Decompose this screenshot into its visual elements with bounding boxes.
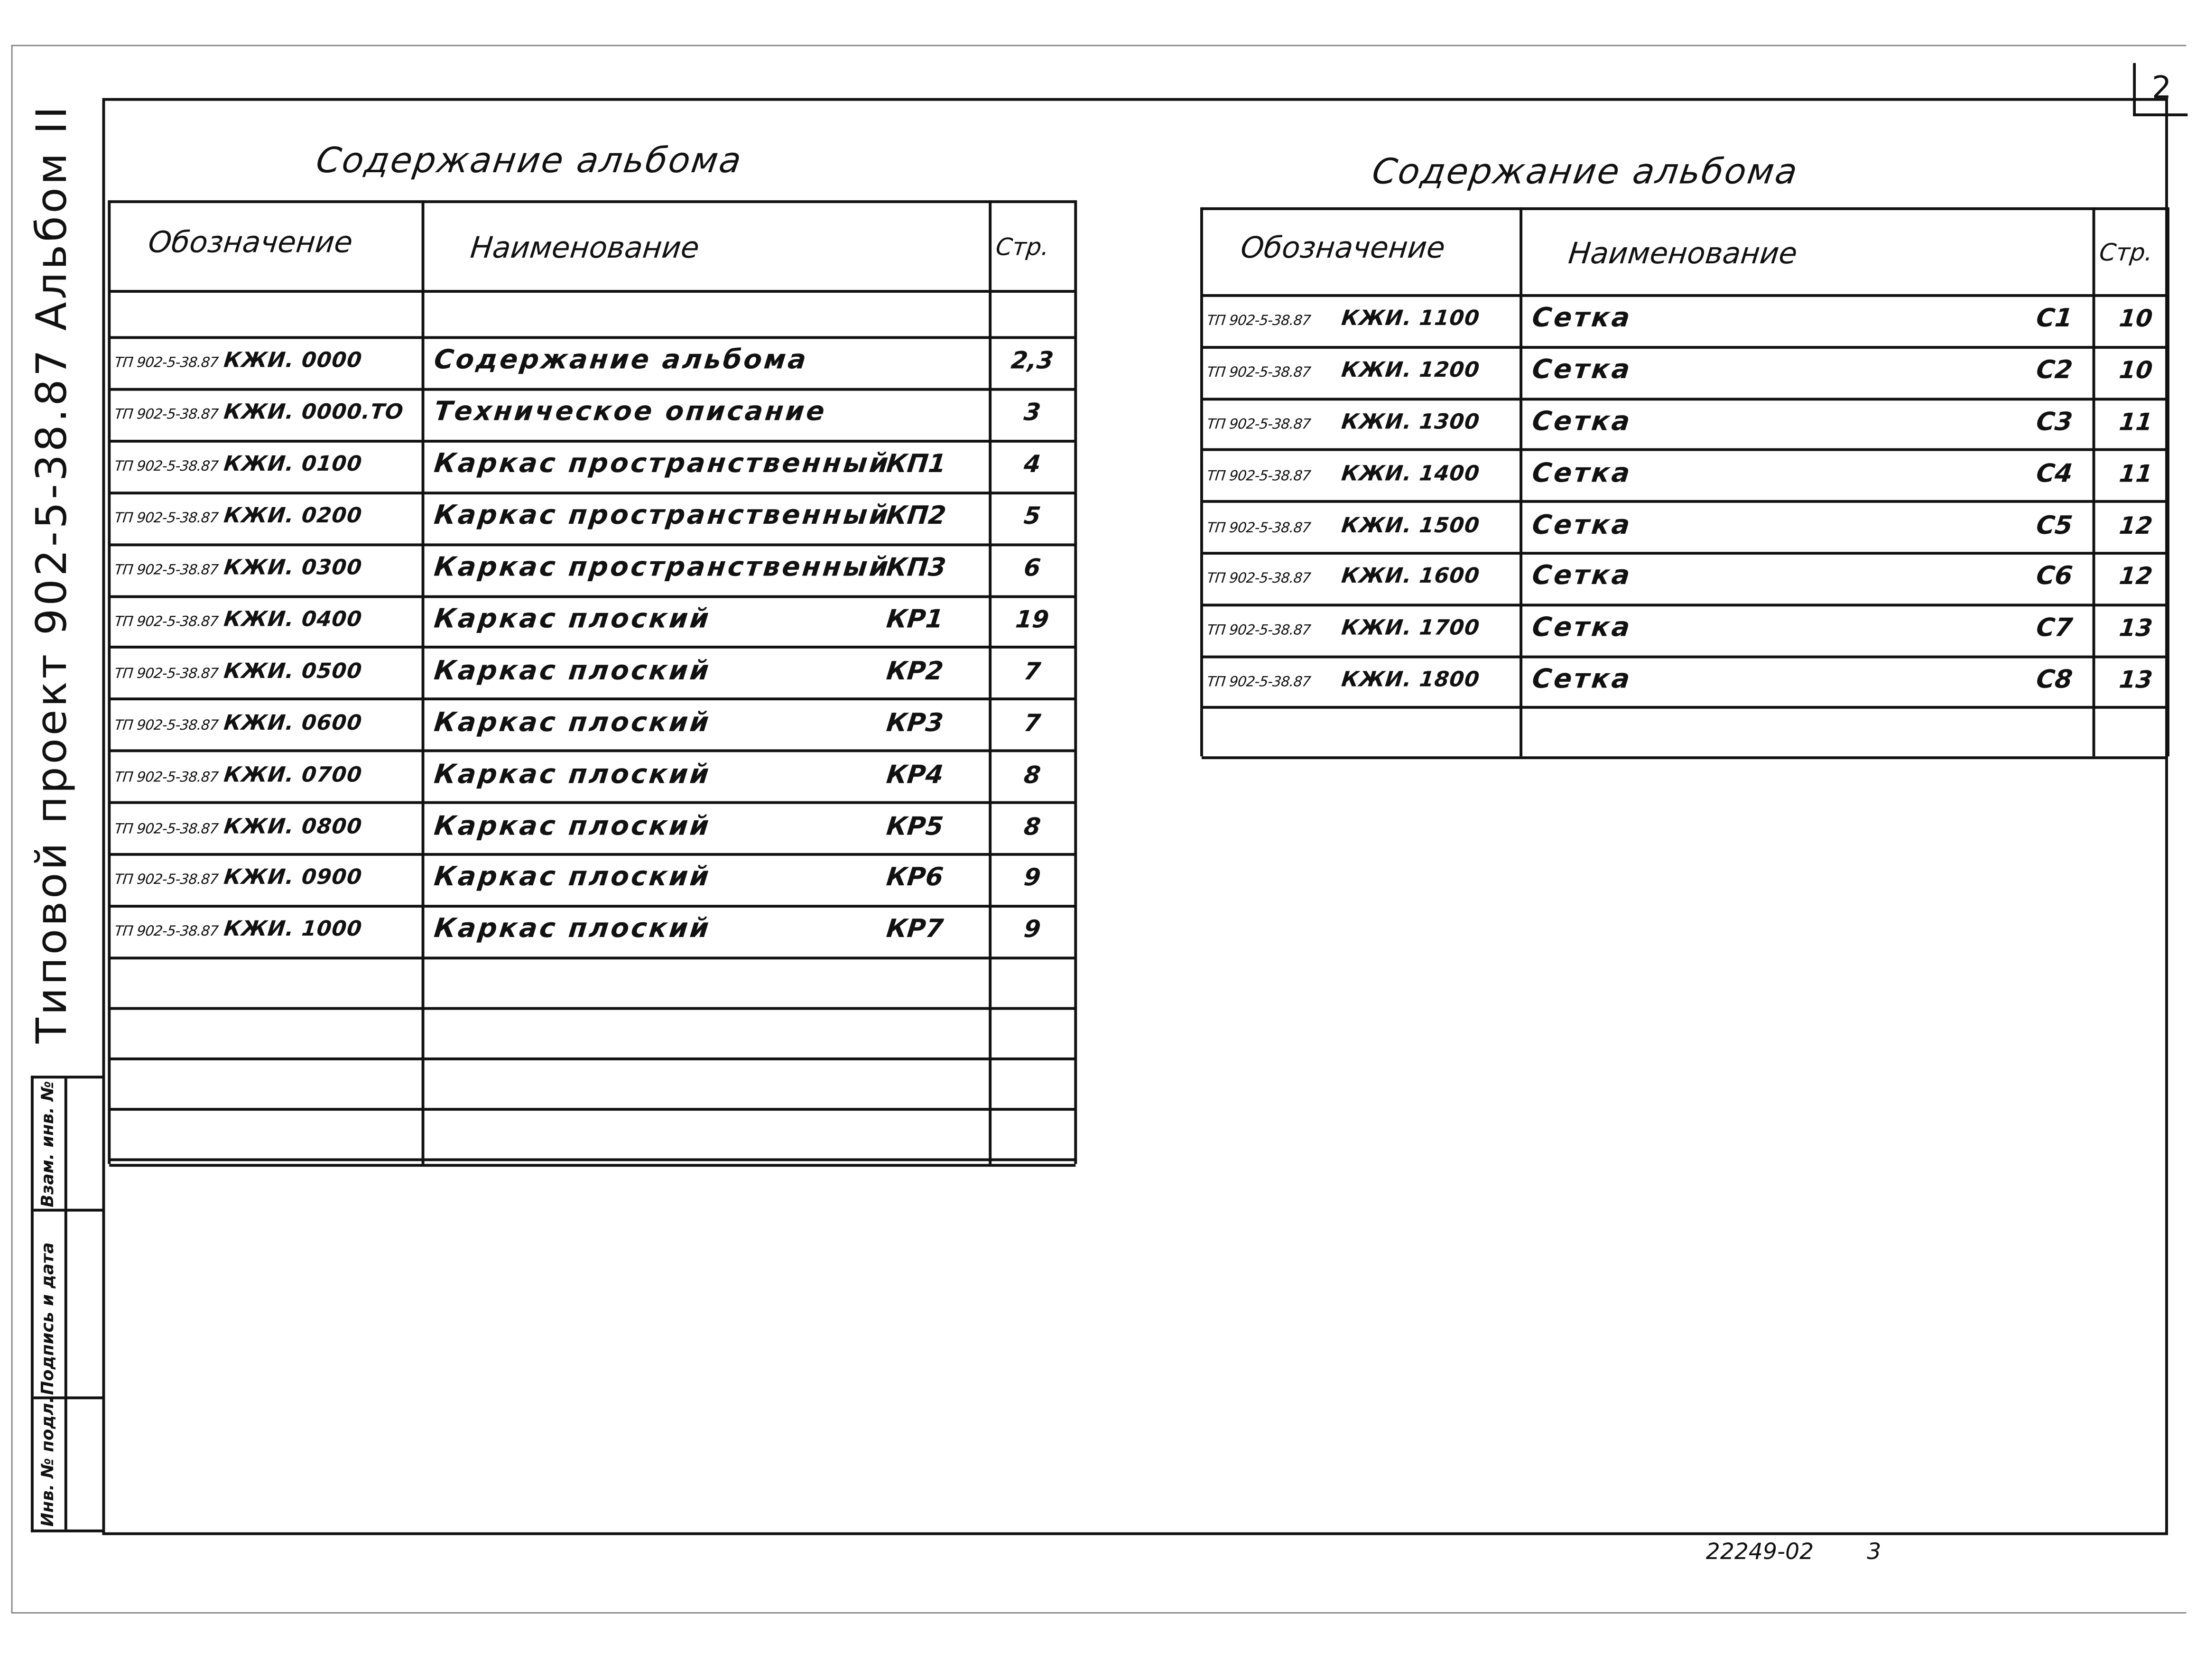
row-designation [113,399,405,425]
table-row [109,801,1075,853]
table-row [109,439,1075,491]
designation-prefix: ТП 902-5-38.87 [113,925,219,940]
table-line [109,1057,1075,1060]
row-page: 6 [1022,555,1042,583]
header-page: Стр. [994,234,1051,262]
row-name: Сетка [1530,354,1633,386]
designation-code: КЖИ. 0000 [222,348,363,373]
designation-prefix: ТП 902-5-38.87 [1206,366,1311,381]
row-page: 2,3 [1010,348,1055,376]
row-designation [1206,615,1481,640]
row-designation [113,503,363,528]
designation-code: КЖИ. 1600 [1340,563,1481,589]
table-row [1202,603,2168,655]
row-page: 7 [1022,658,1042,687]
row-mark: КП3 [885,553,947,583]
row-mark: С5 [2035,510,2074,540]
designation-code: КЖИ. 0100 [222,451,363,477]
designation-prefix: ТП 902-5-38.87 [113,460,219,475]
designation-prefix: ТП 902-5-38.87 [113,821,219,837]
designation-prefix: ТП 902-5-38.87 [1206,675,1311,691]
designation-prefix: ТП 902-5-38.87 [113,718,219,734]
row-mark: С7 [2035,613,2074,643]
row-name: Сетка [1530,457,1633,489]
row-name: Каркас плоский [432,913,713,945]
row-page: 3 [1022,399,1042,428]
row-designation [1206,461,1481,486]
designation-prefix: ТП 902-5-38.87 [1206,417,1311,433]
row-page: 13 [2118,615,2154,643]
row-designation [1206,512,1481,537]
designation-prefix: ТП 902-5-38.87 [1206,469,1311,484]
row-designation [113,917,363,942]
row-name: Каркас плоский [432,707,713,738]
designation-code: КЖИ. 0200 [222,503,363,529]
table-line [1202,706,2168,709]
designation-code: КЖИ. 0400 [222,606,363,632]
table-line [109,290,1075,293]
table-line [109,1164,1075,1167]
header-designation: Обозначение [1239,231,1447,265]
designation-code: КЖИ. 1300 [1340,408,1481,435]
designation-prefix: ТП 902-5-38.87 [113,614,219,631]
row-page: 12 [2118,563,2154,592]
row-name: Каркас плоский [432,655,713,687]
table-row [109,388,1075,439]
header-name: Наименование [1566,236,1799,270]
row-name: Каркас пространственный [432,552,892,583]
designation-prefix: ТП 902-5-38.87 [1206,520,1311,536]
designation-code: КЖИ. 1400 [1340,460,1481,486]
row-designation [1206,306,1481,331]
stamp-podpis: Подпись и дата [37,1242,58,1395]
table-row [109,491,1075,543]
row-name: Каркас плоский [432,758,713,789]
table-row [1202,294,2168,346]
row-designation [1206,357,1481,382]
designation-prefix: ТП 902-5-38.87 [1206,623,1311,639]
designation-code: КЖИ. 1200 [1340,357,1481,383]
designation-code: КЖИ. 1500 [1340,512,1481,538]
table-row [109,594,1075,646]
row-mark: КР1 [885,605,945,635]
row-name: Сетка [1530,664,1633,695]
table-row [1202,552,2168,603]
side-title: Типовой проект 902-5-38.87 Альбом II [28,103,77,1044]
row-mark: КР2 [885,657,945,687]
row-page: 8 [1022,761,1042,789]
row-page: 9 [1022,916,1042,945]
row-name: Содержание альбома [432,345,810,376]
designation-code: КЖИ. 0600 [222,709,363,735]
right-contents-table [1202,207,2168,756]
footer-doc-number: 22249-02 [1705,1538,1814,1565]
table-row [109,750,1075,801]
row-page: 7 [1022,709,1042,738]
row-name: Сетка [1530,406,1633,437]
header-name: Наименование [469,231,701,265]
row-designation [1206,667,1481,692]
designation-prefix: ТП 902-5-38.87 [113,356,219,372]
row-designation [113,348,363,373]
row-mark: С6 [2035,562,2074,592]
row-page: 11 [2118,460,2154,489]
designation-code: КЖИ. 1100 [1340,306,1481,331]
table-row [1202,346,2168,398]
row-designation [113,813,363,838]
row-name: Сетка [1530,561,1633,592]
header-designation: Обозначение [147,225,354,260]
row-mark: КР6 [885,863,945,893]
row-page: 13 [2118,667,2154,695]
designation-code: КЖИ. 1000 [222,916,363,942]
designation-code: КЖИ. 1700 [1340,615,1481,640]
row-mark: КП1 [885,450,947,480]
row-name: Каркас плоский [432,810,713,841]
header-page: Стр. [2098,239,2154,268]
table-line [109,1108,1075,1111]
row-mark: С3 [2035,408,2074,437]
designation-prefix: ТП 902-5-38.87 [113,563,219,579]
row-designation [113,865,363,890]
sheet-number: 2 [2133,63,2187,116]
footer-page: 3 [1867,1538,1881,1565]
table-row [109,905,1075,956]
table-row [109,698,1075,750]
row-page: 10 [2118,306,2154,334]
row-page: 5 [1022,503,1042,531]
row-mark: С2 [2035,356,2074,386]
designation-code: КЖИ. 0700 [222,761,363,787]
left-table-title: Содержание альбома [314,140,745,181]
table-row [1202,449,2168,501]
row-mark: С1 [2035,304,2074,334]
row-mark: КП2 [885,501,947,531]
row-name: Каркас плоский [432,603,713,635]
row-designation [113,451,363,476]
designation-code: КЖИ. 0000.ТО [222,399,405,425]
row-page: 4 [1022,451,1042,480]
designation-prefix: ТП 902-5-38.87 [1206,572,1311,588]
table-row [1202,655,2168,706]
approval-stamp [31,1076,104,1532]
row-page: 12 [2118,512,2154,540]
row-name: Каркас плоский [432,862,713,893]
row-mark: КР5 [885,811,945,841]
table-row [1202,397,2168,449]
row-mark: КР3 [885,708,945,738]
row-page: 11 [2118,408,2154,437]
designation-code: КЖИ. 0900 [222,864,363,890]
row-name: Каркас пространственный [432,448,892,480]
designation-prefix: ТП 902-5-38.87 [1206,314,1311,330]
designation-code: КЖИ. 0500 [222,658,363,684]
table-row [109,543,1075,594]
row-mark: С4 [2035,459,2074,489]
row-designation [1206,564,1481,589]
row-page: 10 [2118,357,2154,386]
left-contents-table [109,200,1075,1164]
row-designation [113,710,363,735]
table-row [1202,500,2168,552]
row-mark: С8 [2035,665,2074,695]
row-mark: КР4 [885,760,945,789]
right-table-title: Содержание альбома [1370,151,1801,192]
row-page: 9 [1022,864,1042,893]
table-row [109,336,1075,388]
designation-prefix: ТП 902-5-38.87 [113,666,219,682]
table-line [109,1158,1075,1161]
designation-prefix: ТП 902-5-38.87 [113,408,219,424]
row-name: Сетка [1530,509,1633,540]
row-name: Сетка [1530,612,1633,643]
row-designation [113,761,363,787]
row-designation [1206,409,1481,434]
stamp-vzam: Взам. инв. № [37,1081,58,1207]
designation-prefix: ТП 902-5-38.87 [113,770,219,786]
row-page: 8 [1022,813,1042,841]
table-line [109,200,1075,203]
row-designation [113,606,363,631]
row-designation [113,555,363,580]
table-line [1202,756,2168,759]
row-name: Каркас пространственный [432,500,892,531]
row-page: 19 [1014,606,1050,635]
designation-prefix: ТП 902-5-38.87 [113,873,219,889]
row-name: Техническое описание [432,397,828,428]
table-row [109,646,1075,698]
designation-code: КЖИ. 0800 [222,813,363,838]
table-line [109,956,1075,959]
row-name: Сетка [1530,303,1633,334]
designation-code: КЖИ. 1800 [1340,667,1481,692]
table-line [109,1007,1075,1010]
row-mark: КР7 [885,915,945,945]
designation-prefix: ТП 902-5-38.87 [113,511,219,527]
stamp-inv-podl: Инв. № подл. [37,1396,58,1527]
table-row [109,853,1075,905]
designation-code: КЖИ. 0300 [222,555,363,580]
table-line [1202,207,2168,210]
row-designation [113,658,363,683]
